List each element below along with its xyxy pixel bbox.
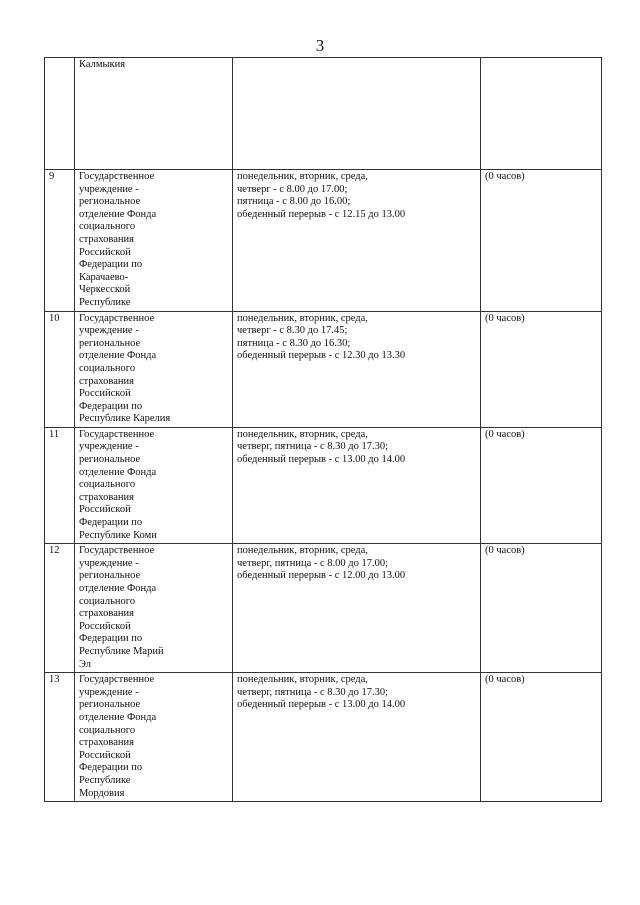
table-row bbox=[45, 673, 602, 802]
hours-note-cell: (0 часов) bbox=[481, 311, 602, 427]
schedule-table bbox=[44, 57, 602, 802]
table-row bbox=[45, 544, 602, 673]
row-number-cell: 13 bbox=[45, 673, 75, 802]
row-number-cell: 9 bbox=[45, 170, 75, 312]
row-number-cell: 12 bbox=[45, 544, 75, 673]
working-hours-cell: понедельник, вторник, среда, четверг - с 8.00 до 17.00; пятница - с 8.00 до 16.00; обеденный перерыв - с 12.15 до 13.00 bbox=[233, 170, 481, 312]
hours-note-cell: (0 часов) bbox=[481, 673, 602, 802]
organization-cell: Государственное учреждение - региональное отделение Фонда социального страхования Российской Федерации по Карачаево- Черкесской Республике bbox=[75, 170, 233, 312]
row-number-cell: 10 bbox=[45, 311, 75, 427]
working-hours-cell: понедельник, вторник, среда, четверг, пятница - с 8.00 до 17.00; обеденный перерыв - с 12.00 до 13.00 bbox=[233, 544, 481, 673]
organization-cell: Калмыкия bbox=[75, 58, 233, 170]
page-number: 3 bbox=[315, 36, 325, 55]
hours-note-cell: (0 часов) bbox=[481, 170, 602, 312]
working-hours-cell: понедельник, вторник, среда, четверг - с 8.30 до 17.45; пятница - с 8.30 до 16.30; обеденный перерыв - с 12.30 до 13.30 bbox=[233, 311, 481, 427]
working-hours-cell: понедельник, вторник, среда, четверг, пятница - с 8.30 до 17.30; обеденный перерыв - с 13.00 до 14.00 bbox=[233, 673, 481, 802]
organization-cell: Государственное учреждение - региональное отделение Фонда социального страхования Российской Федерации по Республике Мордовия bbox=[75, 673, 233, 802]
hours-note-cell: (0 часов) bbox=[481, 544, 602, 673]
hours-note-cell: (0 часов) bbox=[481, 427, 602, 543]
schedule-table-body bbox=[45, 58, 602, 802]
working-hours-cell: понедельник, вторник, среда, четверг, пятница - с 8.30 до 17.30; обеденный перерыв - с 13.00 до 14.00 bbox=[233, 427, 481, 543]
organization-cell: Государственное учреждение - региональное отделение Фонда социального страхования Российской Федерации по Республике Марий Эл bbox=[75, 544, 233, 673]
working-hours-cell bbox=[233, 58, 481, 170]
table-row bbox=[45, 170, 602, 312]
table-row bbox=[45, 311, 602, 427]
organization-cell: Государственное учреждение - региональное отделение Фонда социального страхования Российской Федерации по Республике Карелия bbox=[75, 311, 233, 427]
organization-cell: Государственное учреждение - региональное отделение Фонда социального страхования Российской Федерации по Республике Коми bbox=[75, 427, 233, 543]
row-number-cell bbox=[45, 58, 75, 170]
table-row bbox=[45, 427, 602, 543]
hours-note-cell bbox=[481, 58, 602, 170]
row-number-cell: 11 bbox=[45, 427, 75, 543]
table-row bbox=[45, 58, 602, 170]
